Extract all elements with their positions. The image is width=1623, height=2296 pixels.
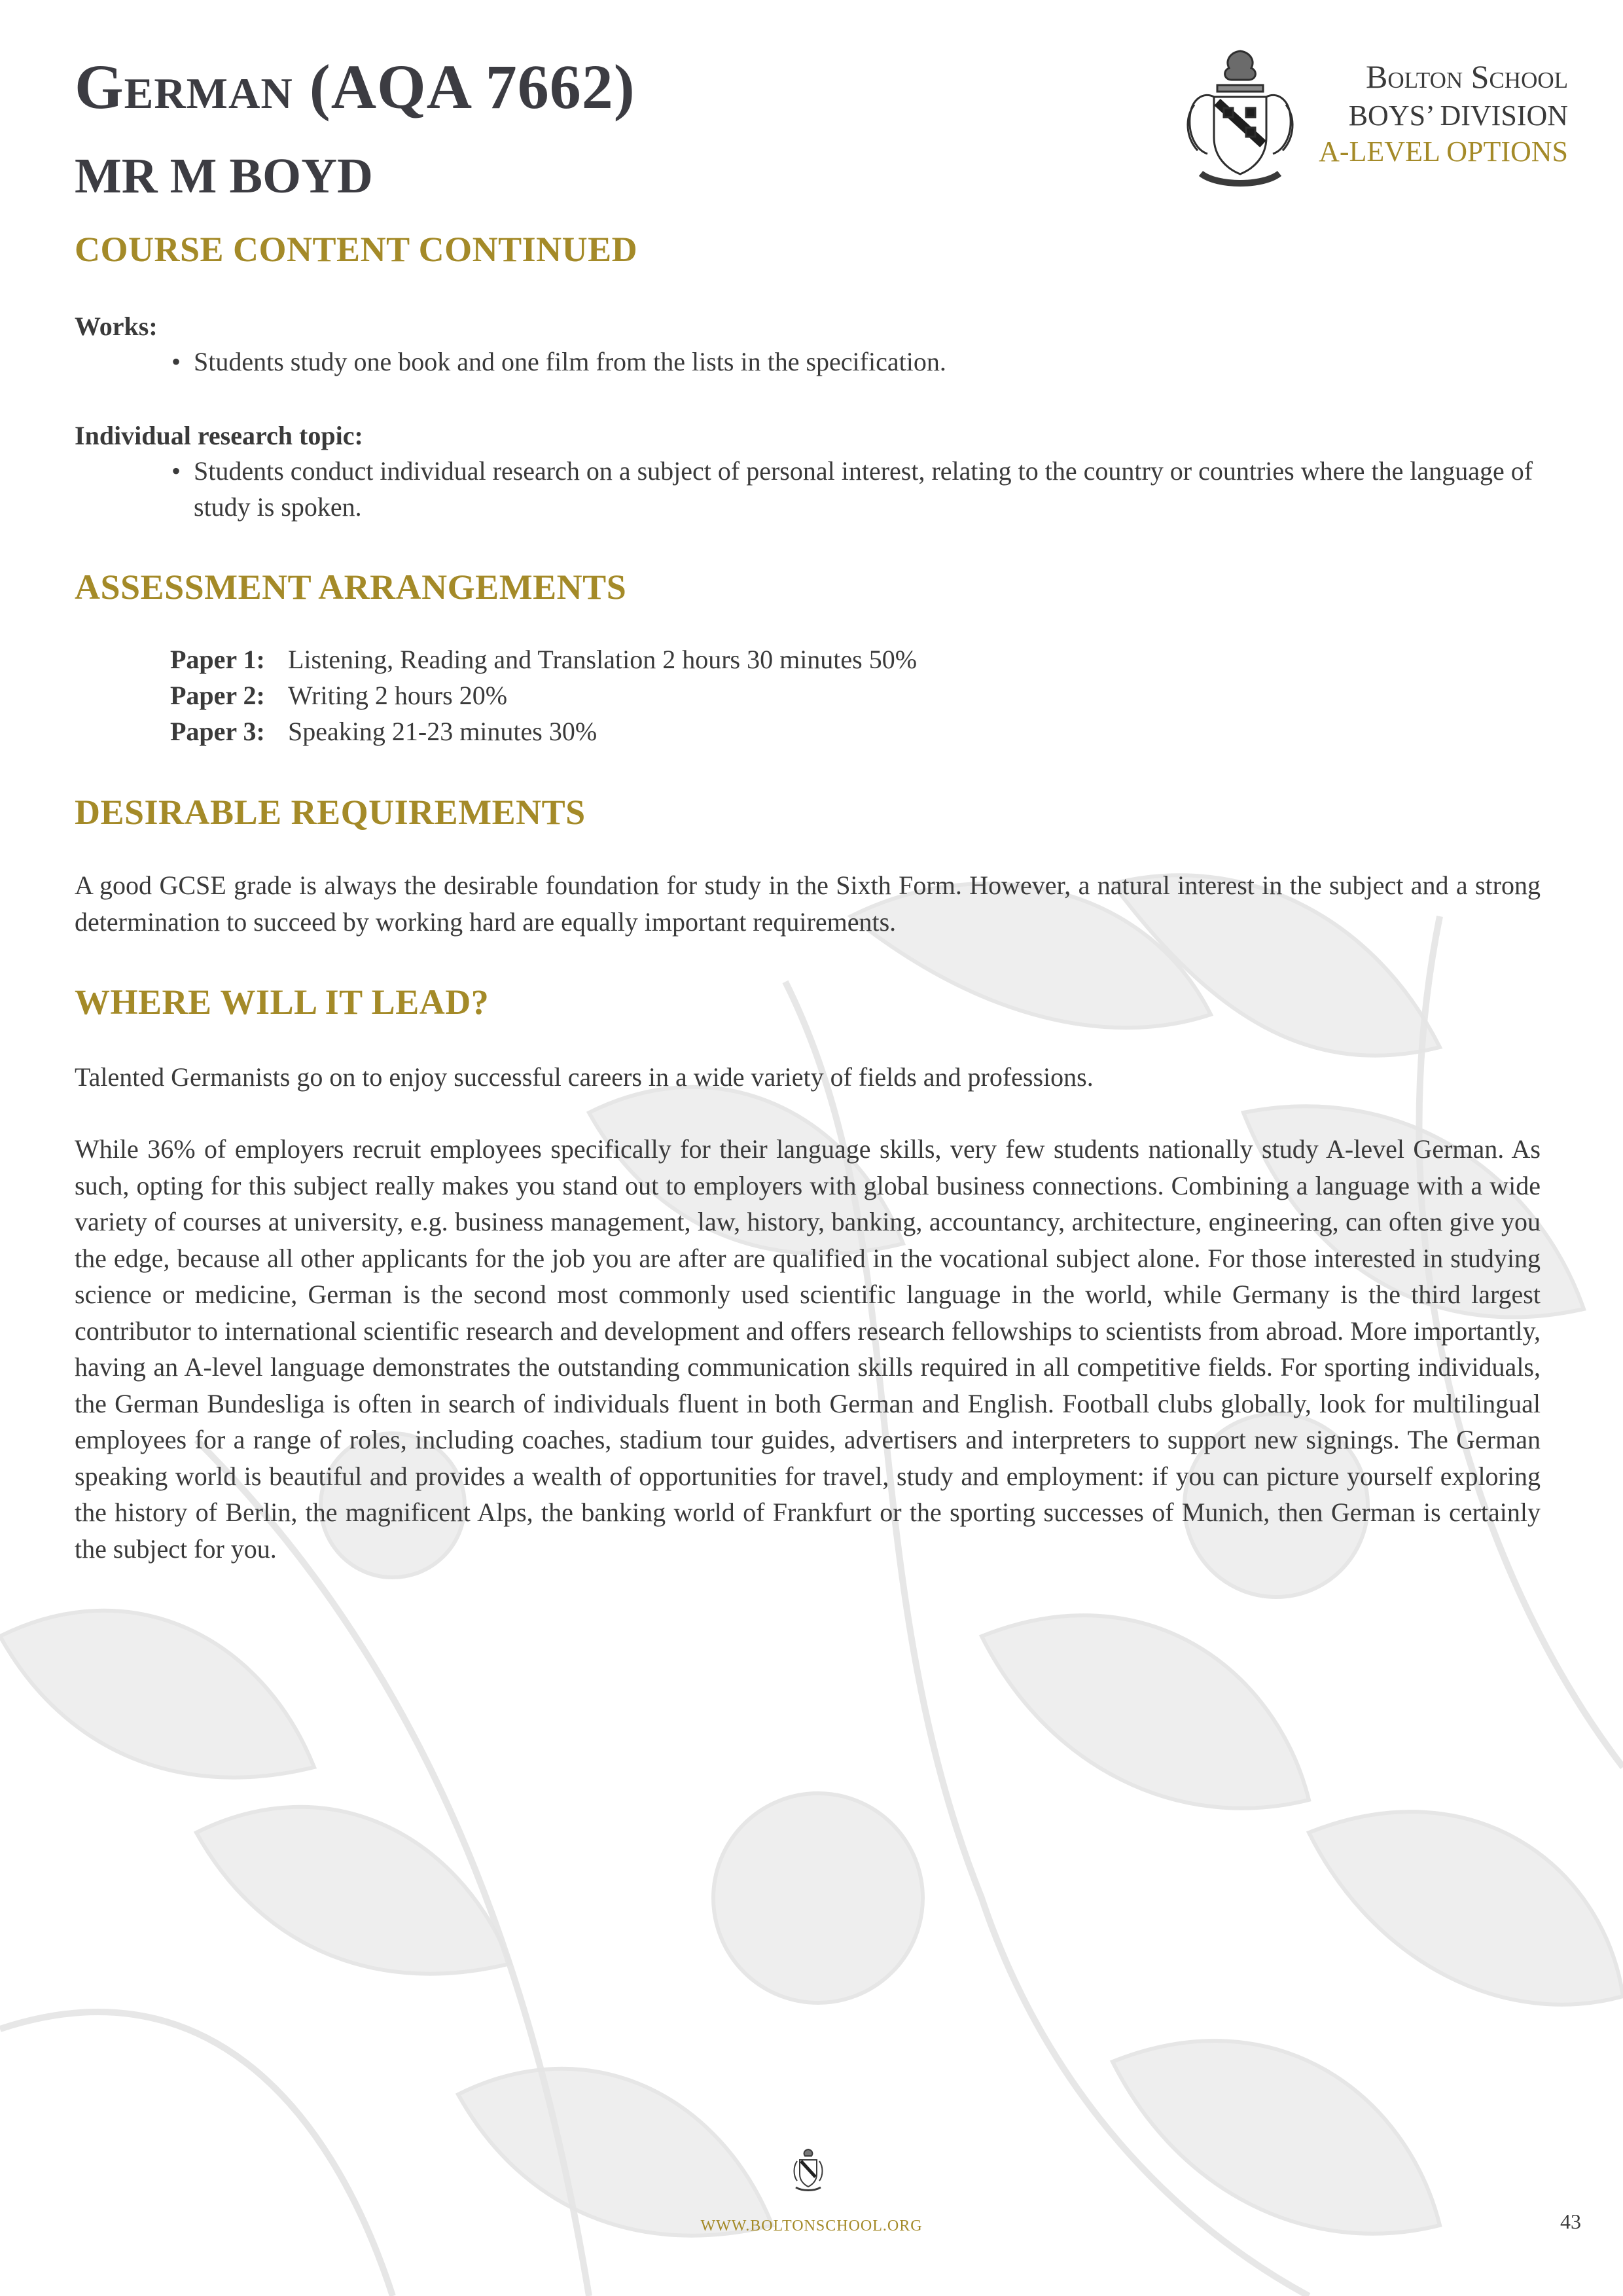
lead-paragraph-1: Talented Germanists go on to enjoy successful careers in a wide variety of fields and professions. <box>75 1062 1094 1092</box>
assessment-heading: ASSESSMENT ARRANGEMENTS <box>75 567 627 607</box>
works-label: Works: <box>75 312 158 341</box>
paper-row: Paper 1: Listening, Reading and Translation 2 hours 30 minutes 50% <box>170 641 917 677</box>
works-bullet <box>171 344 1568 380</box>
lead-heading: WHERE WILL IT LEAD? <box>75 982 490 1022</box>
research-item-text: Students conduct individual research on a subject of personal interest, relating to the country or countries where the language of study is spoken. <box>194 456 1533 522</box>
school-options-label: A-LEVEL OPTIONS <box>1319 135 1568 168</box>
page-title: German (AQA 7662) <box>75 52 635 122</box>
school-crest-icon <box>1178 46 1302 196</box>
requirements-text: A good GCSE grade is always the desirable foundation for study in the Sixth Form. However, a natural interest in the subject and a strong determination to succeed by working hard are equally important requirements. <box>75 870 1541 937</box>
requirements-heading: DESIRABLE REQUIREMENTS <box>75 793 586 832</box>
school-division: BOYS’ DIVISION <box>1348 99 1568 132</box>
paper-label: Paper 1 <box>170 645 257 674</box>
research-bullet <box>171 453 1568 525</box>
school-name: Bolton School <box>1366 58 1568 95</box>
research-label: Individual research topic: <box>75 421 363 450</box>
paper-description: Listening, Reading and Translation 2 hours 30 minutes 50% <box>288 645 918 674</box>
works-item-text: Students study one book and one film from the lists in the specification. <box>194 347 946 376</box>
course-content-heading: COURSE CONTENT CONTINUED <box>75 230 638 269</box>
school-branding <box>1319 56 1568 170</box>
assessment-papers-list <box>170 641 917 749</box>
footer-crest-icon <box>791 2147 826 2193</box>
paper-label: Paper 2 <box>170 681 257 710</box>
paper-row: Paper 3: Speaking 21-23 minutes 30% <box>170 713 917 749</box>
paper-description: Writing 2 hours 20% <box>288 681 508 710</box>
page-number: 43 <box>1560 2210 1581 2233</box>
paper-description: Speaking 21-23 minutes 30% <box>288 717 597 746</box>
footer-website-link[interactable]: WWW.BOLTONSCHOOL.ORG <box>700 2217 923 2234</box>
bullet-icon: • <box>171 347 181 376</box>
lead-paragraph-2: While 36% of employers recruit employees specifically for their language skills, very few students nationally study A-level German. As such, opting for this subject really makes you stand out to employers with global business connections. Combining a language with a wide variety of courses at university, e.g. business management, law, history, banking, accountancy, architecture, engineering, can often give you the edge, because all other applicants for the job you are after are qualified in the vocational subject alone. For those interested in studying science or medicine, German is the second most commonly used scientific language in the world, while Germany is the third largest contributor to international scientific research and development and offers research fellowships to scientists from abroad. More importantly, having an A-level language demonstrates the outstanding communication skills required in all competitive fields. For sporting individuals, the German Bundesliga is often in search of individuals fluent in both German and English. Football clubs globally, look for multilingual employees for a range of roles, including coaches, stadium tour guides, advertisers and interpreters to support new signings. The German speaking world is beautiful and provides a wealth of opportunities for travel, study and employment: if you can picture yourself exploring the history of Berlin, the magnificent Alps, the banking world of Frankfurt or the sporting successes of Munich, then German is certainly the subject for you. <box>75 1134 1541 1564</box>
paper-row: Paper 2: Writing 2 hours 20% <box>170 677 917 713</box>
paper-label: Paper 3 <box>170 717 257 746</box>
bullet-icon: • <box>171 456 181 486</box>
teacher-name: MR M BOYD <box>75 149 373 204</box>
